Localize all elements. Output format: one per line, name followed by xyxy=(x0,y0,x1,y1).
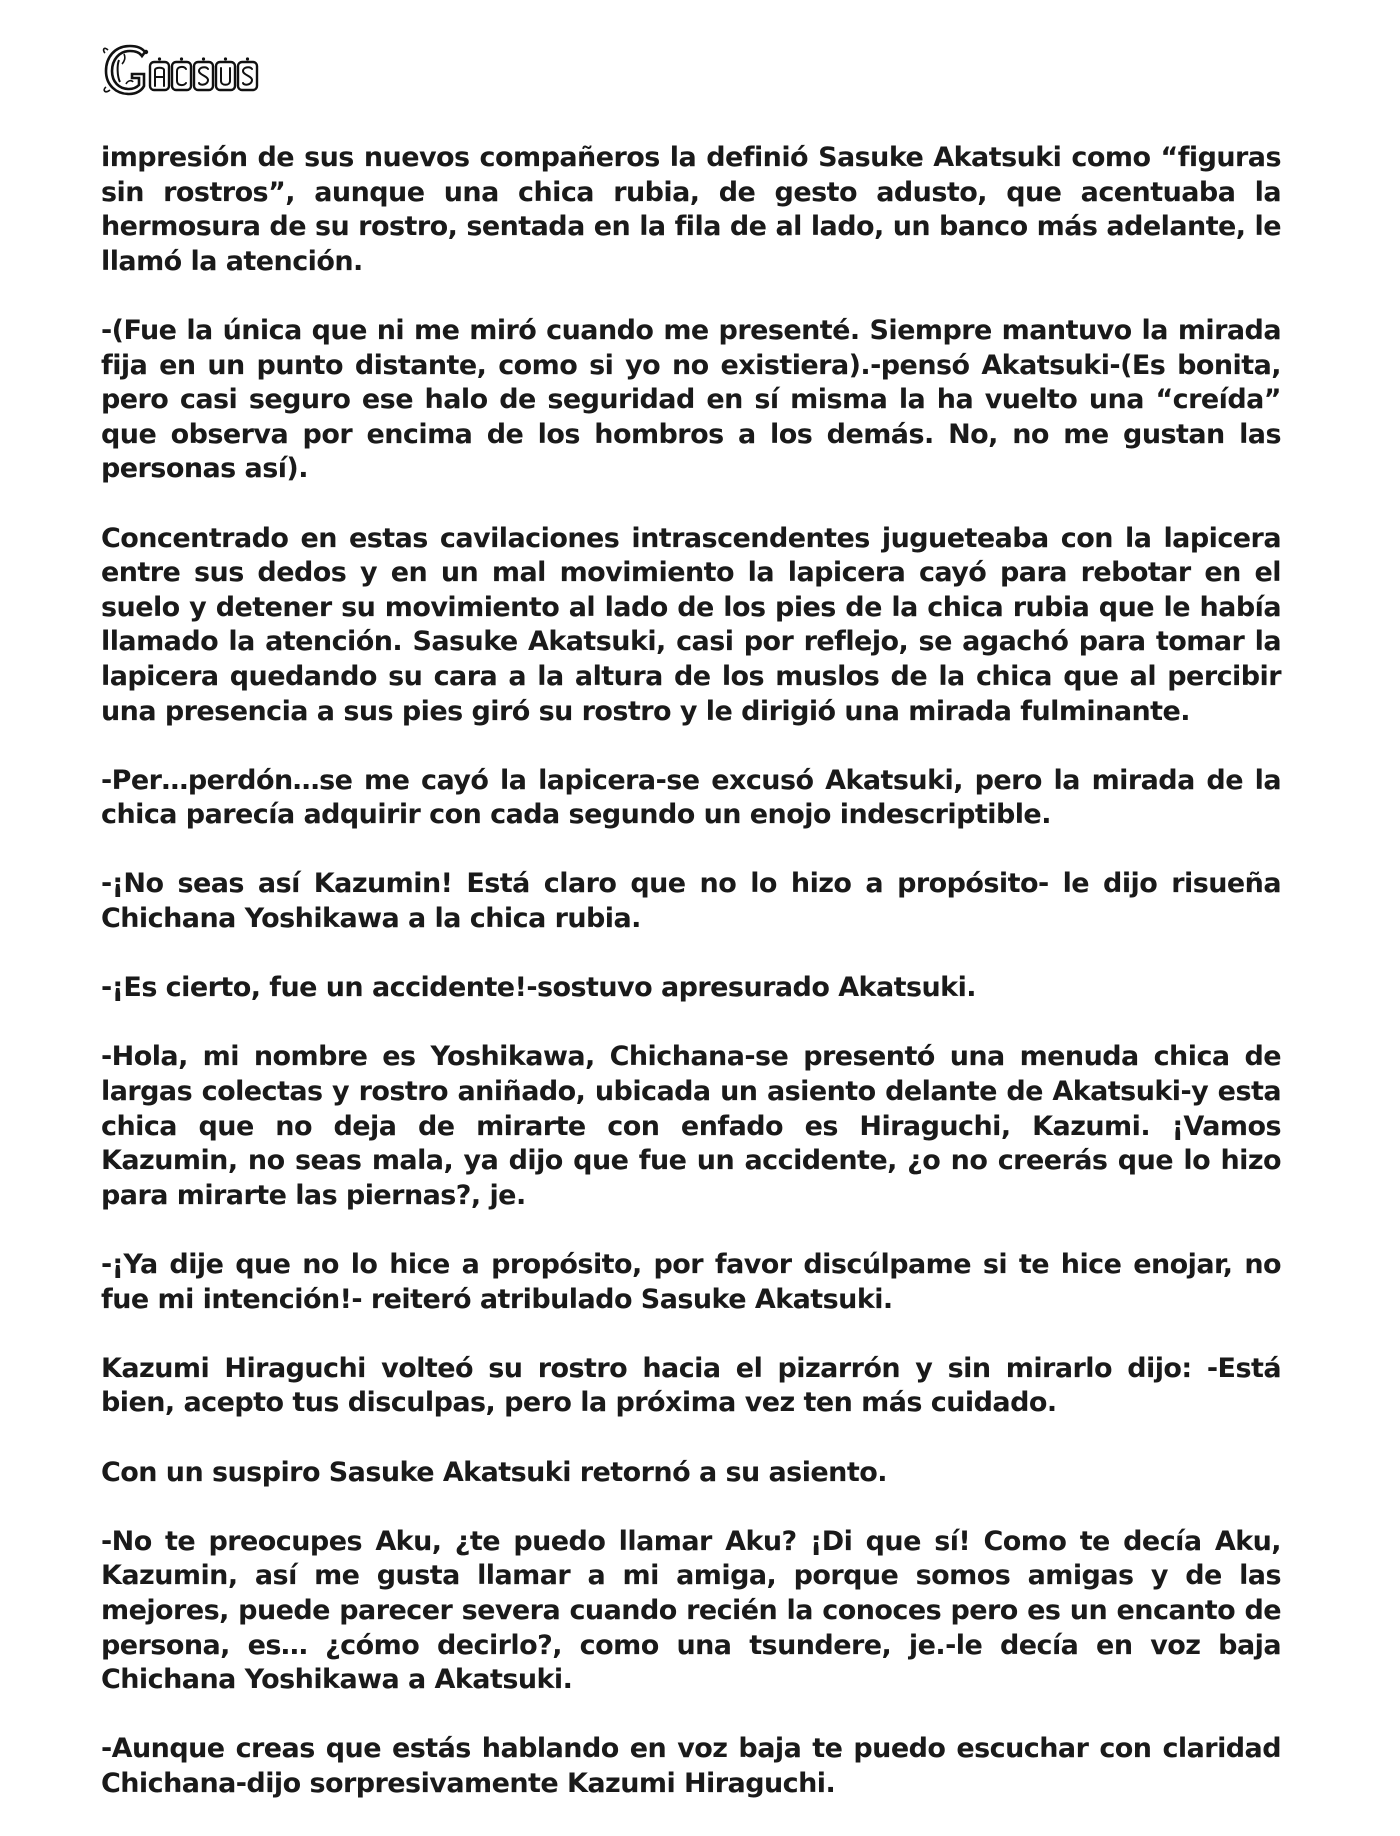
paragraph: -No te preocupes Aku, ¿te puedo llamar Aku? ¡Di que sí! Como te decía Aku, Kazumin, así me gusta llamar a mi amiga, porque somos amigas y de las mejores, puede parecer severa cuando recién la conoces pero es un encanto de persona, es… ¿cómo decirlo?, como una tsundere, je.-le decía en voz baja Chichana Yoshikawa a Akatsuki. xyxy=(101,1525,1281,1696)
paragraph: -Per…perdón…se me cayó la lapicera-se excusó Akatsuki, pero la mirada de la chica parecía adquirir con cada segundo un enojo indescriptible. xyxy=(101,764,1281,831)
paragraph: -¡Es cierto, fue un accidente!-sostuvo apresurado Akatsuki. xyxy=(101,972,976,1004)
site-logo xyxy=(102,40,264,100)
story-text xyxy=(101,141,1281,1836)
paragraph: Con un suspiro Sasuke Akatsuki retornó a su asiento. xyxy=(101,1456,887,1488)
paragraph: -¡Ya dije que no lo hice a propósito, por favor discúlpame si te hice enojar, no fue mi intención!- reiteró atribulado Sasuke Akatsuki. xyxy=(101,1249,1281,1315)
paragraph: Concentrado en estas cavilaciones intrascendentes jugueteaba con la lapicera entre sus dedos y en un mal movimiento la lapicera cayó para rebotar en el suelo y detener su movimiento al lado de los pies de la chica rubia que le había llamado la atención. Sasuke Akatsuki, casi por reflejo, se agachó para tomar la lapicera quedando su cara a la altura de los muslos de la chica que al percibir una presencia a sus pies giró su rostro y le dirigió una mirada fulminante. xyxy=(101,522,1281,727)
paragraph: -Aunque creas que estás hablando en voz baja te puedo escuchar con claridad Chichana-dijo sorpresivamente Kazumi Hiraguchi. xyxy=(101,1733,1281,1799)
paragraph: Kazumi Hiraguchi volteó su rostro hacia el pizarrón y sin mirarlo dijo: -Está bien, acepto tus disculpas, pero la próxima vez ten más cuidado. xyxy=(101,1352,1281,1419)
paragraph: -Hola, mi nombre es Yoshikawa, Chichana-se presentó una menuda chica de largas colectas y rostro aniñado, ubicada un asiento delante de Akatsuki-y esta chica que no deja de mirarte con enfado es Hiraguchi, Kazumi. ¡Vamos Kazumin, no seas mala, ya dijo que fue un accidente, ¿o no creerás que lo hizo para mirarte las piernas?, je. xyxy=(101,1041,1281,1211)
paragraph: -(Fue la única que ni me miró cuando me presenté. Siempre mantuvo la mirada fija en un punto distante, como si yo no existiera).-pensó Akatsuki-(Es bonita, pero casi seguro ese halo de seguridad en sí misma la ha vuelto una “creída” que observa por encima de los hombros a los demás. No, no me gustan las personas así). xyxy=(101,314,1281,485)
gacsus-logo-graphic xyxy=(102,40,264,100)
paragraph: -¡No seas así Kazumin! Está claro que no lo hizo a propósito- le dijo risueña Chichana Yoshikawa a la chica rubia. xyxy=(101,868,1281,935)
paragraph: impresión de sus nuevos compañeros la definió Sasuke Akatsuki como “figuras sin rostros”, aunque una chica rubia, de gesto adusto, que acentuaba la hermosura de su rostro, sentada en la fila de al lado, un banco más adelante, le llamó la atención. xyxy=(101,142,1281,277)
